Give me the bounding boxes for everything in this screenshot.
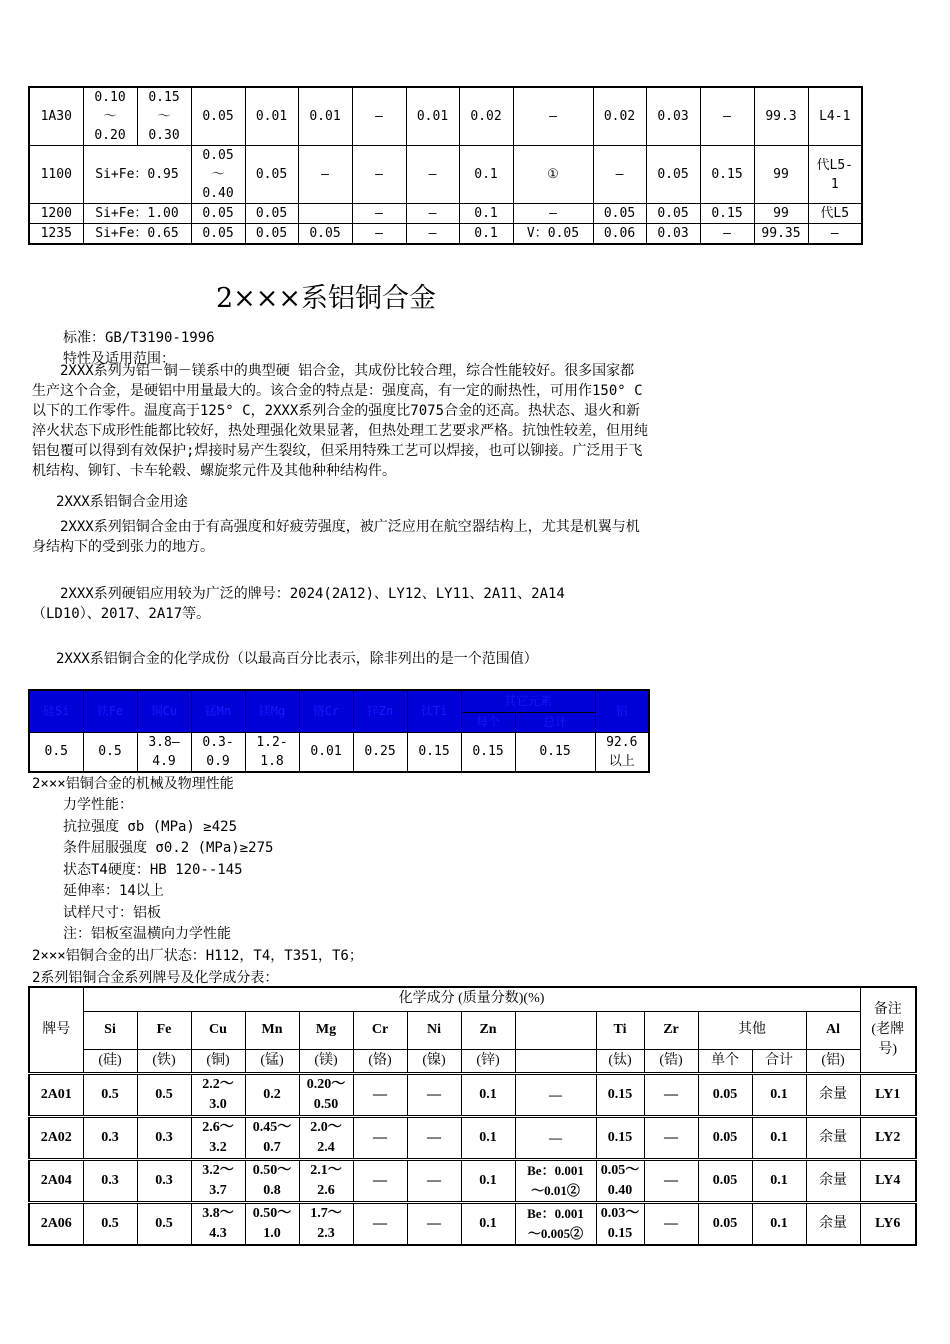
table-cell: 0.1: [461, 1116, 515, 1159]
element-name: (锰): [245, 1049, 299, 1073]
table-cell: —: [353, 1159, 407, 1202]
table-cell: —: [700, 224, 754, 245]
table-cell: 0.1: [459, 146, 513, 204]
table-cell: 0.05: [698, 1159, 752, 1202]
header-si: 硅Si: [29, 690, 83, 732]
table-row: [29, 1202, 916, 1245]
element-symbol: Zr: [644, 1011, 698, 1049]
table-cell: 1.7～ 2.3: [299, 1202, 353, 1245]
table-cell: 0.5: [83, 732, 137, 772]
table-cell: 0.20～ 0.50: [299, 1073, 353, 1116]
table-cell: 0.1: [752, 1202, 806, 1245]
features-paragraph: 2XXX系列为铝－铜－镁系中的典型硬 铝合金，其成份比较合理，综合性能较好。很多国家都生产这个合金，是硬铝中用量最大的。该合金的特点是：强度高，有一定的耐热性，可用作150° C以下的工作零件。温度高于125° C，2XXX系列合金的强度比7075合金的还高。热状态、退火和新淬火状态下成形性能都比较好，热处理强化效果显著，但热处理工艺要求严格。抗蚀性较差，但用纯铝包覆可以得到有效保护;焊接时易产生裂纹，但采用特殊工艺可以焊接，也可以铆接。广泛用于飞机结构、铆钉、卡车轮毂、螺旋浆元件及其他种种结构件。: [32, 363, 648, 479]
table-cell: LY4: [860, 1159, 916, 1202]
element-symbol: [515, 1011, 596, 1049]
element-name: (铝): [806, 1049, 860, 1073]
table-cell: 代L5- 1: [808, 146, 862, 204]
table-cell: 1100: [29, 146, 83, 204]
header-cr: 铬Cr: [299, 690, 353, 732]
table-cell: 1A30: [29, 87, 83, 146]
mech-heading: 2×××铝铜合金的机械及物理性能: [32, 776, 234, 792]
table-cell: —: [353, 1202, 407, 1245]
table-cell: 0.03: [646, 87, 700, 146]
table-cell: 0.2: [245, 1073, 299, 1116]
table-cell: —: [407, 1202, 461, 1245]
table-cell: 2A02: [29, 1116, 83, 1159]
table-cell: LY2: [860, 1116, 916, 1159]
table-cell: —: [407, 1116, 461, 1159]
table-cell: 0.1: [752, 1073, 806, 1116]
delivery-state: 2×××铝铜合金的出厂状态：H112，T4，T351，T6；: [32, 948, 363, 964]
table-cell: [298, 204, 352, 224]
table-cell: —: [593, 146, 646, 204]
element-symbol: Mg: [299, 1011, 353, 1049]
table-cell: 余量: [806, 1116, 860, 1159]
mech-line: 状态T4硬度：HB 120--145: [63, 861, 243, 878]
table-cell: 0.02: [459, 87, 513, 146]
table-cell: —: [515, 1073, 596, 1116]
usage-heading: 2XXX系铝铜合金用途: [56, 494, 188, 510]
header-ti: 钛Ti: [407, 690, 461, 732]
table-cell: 0.05: [646, 204, 700, 224]
table-cell: 0.5: [29, 732, 83, 772]
header-fe: 铁Fe: [83, 690, 137, 732]
table-cell: 2.0～ 2.4: [299, 1116, 353, 1159]
table-cell: 0.1: [461, 1159, 515, 1202]
table-cell: —: [644, 1073, 698, 1116]
table-cell: Si+Fe：1.00: [83, 204, 191, 224]
table-cell: ①: [513, 146, 593, 204]
table-cell: 0.05: [245, 146, 298, 204]
element-name: (铁): [137, 1049, 191, 1073]
element-symbol: Ti: [596, 1011, 644, 1049]
table-cell: Si+Fe：0.65: [83, 224, 191, 245]
table-row: [29, 1116, 916, 1159]
table-cell: 0.05: [191, 224, 245, 245]
table-cell: 92.6 以上: [595, 732, 649, 772]
table-cell: LY6: [860, 1202, 916, 1245]
table-cell: 1200: [29, 204, 83, 224]
table-cell: —: [406, 146, 459, 204]
mech-line: 力学性能：: [63, 797, 133, 813]
table-cell: 99.3: [754, 87, 808, 146]
table-cell: 2A06: [29, 1202, 83, 1245]
table-cell: Be：0.001 ～0.005②: [515, 1202, 596, 1245]
table-cell: 0.50～ 1.0: [245, 1202, 299, 1245]
table-cell: —: [644, 1202, 698, 1245]
table-cell: 0.05: [191, 87, 245, 146]
table-cell: —: [352, 87, 406, 146]
others-header: 其他: [698, 1011, 806, 1049]
table-cell: 0.05: [698, 1202, 752, 1245]
table-cell: 0.01: [299, 732, 353, 772]
grade-table: [28, 986, 917, 1246]
table3-caption: 2系列铝铜合金系列牌号及化学成分表：: [32, 970, 279, 986]
table-cell: —: [353, 1116, 407, 1159]
table-cell: 0.1: [461, 1202, 515, 1245]
table-cell: LY1: [860, 1073, 916, 1116]
table-cell: 0.15: [515, 732, 595, 772]
table-cell: V：0.05: [513, 224, 593, 245]
element-name: [515, 1049, 596, 1073]
table-cell: Si+Fe：0.95: [83, 146, 191, 204]
element-symbol: Cu: [191, 1011, 245, 1049]
table-cell: 3.2～ 3.7: [191, 1159, 245, 1202]
table-cell: —: [513, 87, 593, 146]
table-cell: 0.05～ 0.40: [596, 1159, 644, 1202]
element-name: (镍): [407, 1049, 461, 1073]
table-cell: 0.3- 0.9: [191, 732, 245, 772]
table-cell: 0.1: [459, 224, 513, 245]
table-cell: 99.35: [754, 224, 808, 245]
table-cell: —: [352, 204, 406, 224]
table-cell: —: [406, 204, 459, 224]
header-cu: 铜Cu: [137, 690, 191, 732]
table-cell: 2.2～ 3.0: [191, 1073, 245, 1116]
table-cell: 0.06: [593, 224, 646, 245]
table-cell: 2.6～ 3.2: [191, 1116, 245, 1159]
mech-line: 抗拉强度 σb (MPa) ≥425: [63, 818, 238, 835]
grade-header: 牌号: [29, 987, 83, 1073]
table-cell: 0.05 ～ 0.40: [191, 146, 245, 204]
grades-paragraph: 2XXX系列硬铝应用较为广泛的牌号：2024(2A12)、LY12、LY11、2A11、2A14（LD10）、2017、2A17等。: [32, 586, 565, 622]
table-cell: 0.05: [698, 1116, 752, 1159]
element-symbol: Cr: [353, 1011, 407, 1049]
table-cell: 0.05: [646, 146, 700, 204]
table-cell: 余量: [806, 1073, 860, 1116]
table-cell: —: [352, 146, 406, 204]
table-cell: —: [700, 87, 754, 146]
table-row: [29, 204, 862, 224]
table-cell: 0.05: [698, 1073, 752, 1116]
table-cell: 余量: [806, 1202, 860, 1245]
table-cell: 0.1: [752, 1159, 806, 1202]
mech-line: 延伸率：14以上: [63, 883, 164, 899]
table-cell: 0.05: [245, 224, 298, 245]
table-cell: 0.3: [137, 1159, 191, 1202]
table-cell: 99: [754, 146, 808, 204]
table-cell: 0.05: [298, 224, 352, 245]
table-cell: —: [352, 224, 406, 245]
table-cell: 0.3: [83, 1159, 137, 1202]
table-cell: 0.15: [461, 732, 515, 772]
table-cell: 0.15 ～ 0.30: [137, 87, 191, 146]
element-name: (铜): [191, 1049, 245, 1073]
table-cell: 余量: [806, 1159, 860, 1202]
mech-list: [63, 795, 273, 946]
table-row: [29, 1073, 916, 1116]
table-cell: —: [353, 1073, 407, 1116]
element-symbol: Al: [806, 1011, 860, 1049]
table-cell: 0.15: [596, 1116, 644, 1159]
table-cell: 0.05: [191, 204, 245, 224]
table-cell: 0.15: [700, 204, 754, 224]
header-zn: 锌Zn: [353, 690, 407, 732]
table-cell: 0.1: [752, 1116, 806, 1159]
header-total: 总计: [515, 712, 595, 732]
table-cell: 0.02: [593, 87, 646, 146]
table-cell: 0.01: [245, 87, 298, 146]
table-cell: 0.15: [700, 146, 754, 204]
table-cell: 3.8— 4.9: [137, 732, 191, 772]
section-title: 2×××系铝铜合金: [216, 283, 437, 314]
table-cell: —: [644, 1159, 698, 1202]
table-cell: L4-1: [808, 87, 862, 146]
table-cell: 0.01: [406, 87, 459, 146]
total-header: 合计: [752, 1049, 806, 1073]
element-name: (铬): [353, 1049, 407, 1073]
mech-line: 条件屈服强度 σ0.2 (MPa)≥275: [63, 840, 274, 856]
element-name: (钛): [596, 1049, 644, 1073]
table-cell: 3.8～ 4.3: [191, 1202, 245, 1245]
features-heading: 特性及适用范围：: [63, 351, 175, 367]
table-cell: 0.5: [83, 1202, 137, 1245]
header-mg: 镁Mg: [245, 690, 299, 732]
table-cell: 0.50～ 0.8: [245, 1159, 299, 1202]
element-symbol: Zn: [461, 1011, 515, 1049]
table-cell: —: [513, 204, 593, 224]
table-cell: —: [808, 224, 862, 245]
table-cell: 0.05: [593, 204, 646, 224]
element-symbol: Si: [83, 1011, 137, 1049]
standard-line: 标准：GB/T3190-1996: [63, 330, 215, 346]
element-name: (锌): [461, 1049, 515, 1073]
element-name: (镁): [299, 1049, 353, 1073]
element-symbol: Ni: [407, 1011, 461, 1049]
header-mn: 锰Mn: [191, 690, 245, 732]
remark-header: 备注 (老牌 号): [860, 987, 916, 1073]
table-cell: —: [407, 1159, 461, 1202]
table-cell: 0.45～ 0.7: [245, 1116, 299, 1159]
table-cell: 2A01: [29, 1073, 83, 1116]
header-others: 其它元素: [461, 690, 595, 712]
element-symbol: Fe: [137, 1011, 191, 1049]
table-cell: —: [515, 1116, 596, 1159]
table-cell: 0.05: [245, 204, 298, 224]
table-cell: 2.1～ 2.6: [299, 1159, 353, 1202]
element-name: (硅): [83, 1049, 137, 1073]
each-header: 单个: [698, 1049, 752, 1073]
table-cell: 1.2- 1.8: [245, 732, 299, 772]
table-row: [29, 146, 862, 204]
mech-line: 试样尺寸：铝板: [63, 904, 161, 921]
table-cell: 0.1: [461, 1073, 515, 1116]
table-cell: 0.03: [646, 224, 700, 245]
table-cell: 0.1: [459, 204, 513, 224]
composition-table: [28, 689, 650, 773]
table-cell: 2A04: [29, 1159, 83, 1202]
table-cell: 代L5: [808, 204, 862, 224]
table-cell: —: [644, 1116, 698, 1159]
element-name: (锆): [644, 1049, 698, 1073]
table-cell: 0.3: [83, 1116, 137, 1159]
table-cell: 0.15: [596, 1073, 644, 1116]
table-cell: 1235: [29, 224, 83, 245]
table-cell: 0.5: [137, 1073, 191, 1116]
table-cell: Be：0.001 ～0.01②: [515, 1159, 596, 1202]
table-cell: —: [406, 224, 459, 245]
table-cell: —: [407, 1073, 461, 1116]
header-each: 每个: [461, 712, 515, 732]
header-al: 铝: [595, 690, 649, 732]
element-symbol: Mn: [245, 1011, 299, 1049]
table-cell: 0.03～ 0.15: [596, 1202, 644, 1245]
table-row: [29, 224, 862, 245]
table-cell: 0.25: [353, 732, 407, 772]
table-row: [29, 1159, 916, 1202]
table-cell: —: [298, 146, 352, 204]
usage-paragraph: 2XXX系列铝铜合金由于有高强度和好疲劳强度，被广泛应用在航空器结构上，尤其是机翼与机身结构下的受到张力的地方。: [32, 519, 640, 555]
mech-line: 注：铝板室温横向力学性能: [63, 926, 231, 942]
table-cell: 0.3: [137, 1116, 191, 1159]
pure-al-table: [28, 86, 863, 245]
table-cell: 0.10 ～ 0.20: [83, 87, 137, 146]
table-cell: 0.5: [83, 1073, 137, 1116]
table-cell: 99: [754, 204, 808, 224]
composition-heading: 2XXX系铝铜合金的化学成份（以最高百分比表示，除非列出的是一个范围值）: [56, 651, 538, 667]
composition-header: 化学成分 (质量分数)(%): [83, 987, 860, 1011]
table-row: [29, 87, 862, 146]
table-cell: 0.01: [298, 87, 352, 146]
table-cell: 0.5: [137, 1202, 191, 1245]
table-cell: 0.15: [407, 732, 461, 772]
